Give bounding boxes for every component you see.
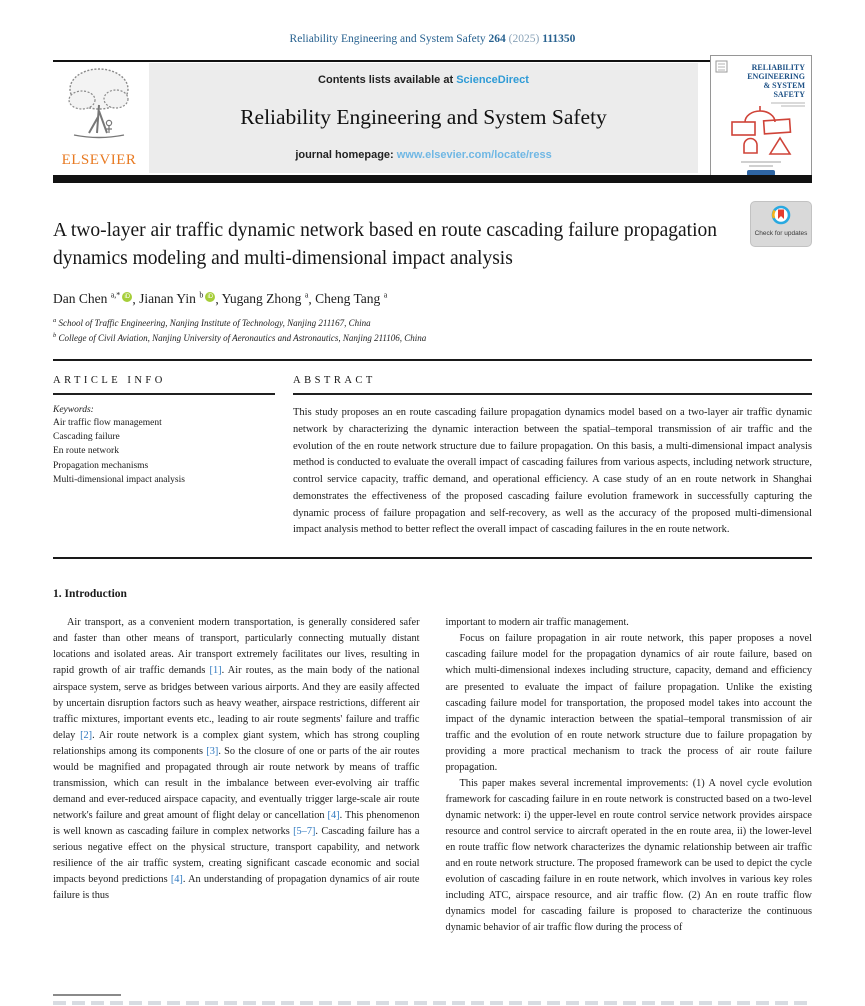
citation-link[interactable]: [4]	[327, 810, 340, 822]
running-head-volume: 264	[488, 33, 506, 45]
abstract-rule	[293, 393, 812, 395]
journal-title: Reliability Engineering and System Safety	[240, 105, 607, 129]
paragraph: important to modern air traffic management.	[445, 617, 629, 629]
running-head-year: (2025)	[508, 33, 540, 45]
paragraph: Air transport, as a convenient modern transportation, is generally considered safer and faster than other means of transport, particularly connecting mutually distant locations and isolated areas. Air transport extremely facilitates our lives, resulting in rapid growth of air traffic demands [1]. Air routes, as the main body of the national airspace system, serve as bridges between various airports. And they are easily affected by uncertain disruption factors such as heavy weather, airspace restrictions, different air traffic mixtures, important events etc., leading to air route segments' failure and traffic delay [2]. Air route network is a complex giant system, which has strong coupling relationships among its components [3]. So the closure of one or parts of the air routes would be magnified and propagated through air route network by means of traffic transmission, which can result in the imbalance between ever-evolving air traffic demand and ever-reduced airspace capacity, and eventually trigger large-scale air route network's failure and great amount of flight delay or cancellation [4]. This phenomenon is well known as cascading failure in complex networks [5–7]. Cascading failure has a serious negative effect on the physical structure, transport capability, and network resilience of the air traffic system, creating significant cascade economic and social impacts beyond predictions [4]. An understanding of propagation dynamics of air route failure is thus	[53, 617, 420, 902]
keyword-item: Multi-dimensional impact analysis	[53, 474, 185, 485]
elsevier-wordmark: ELSEVIER	[61, 152, 137, 168]
abstract-heading: ABSTRACT	[293, 374, 376, 386]
author[interactable]: Dan Chen $^{a,*}$ iD	[53, 291, 132, 306]
keyword-list	[53, 416, 275, 487]
orcid-icon[interactable]: iD	[205, 292, 215, 302]
paper-title: A two-layer air traffic dynamic network based en route cascading failure propagation dynamics modeling and multi-dimensional impact analysis	[53, 220, 717, 270]
cover-title-line: SAFETY	[773, 90, 805, 99]
paragraph: Focus on failure propagation in air route network, this paper proposes a novel cascading failure model for the propagation dynamics of air route failure, based on which multi-dimensional indexes including structure, capacity, demand and efficiency are presented to evaluate the impact of failure propagation. Unlike the existing cascading failure model for transportation, the proposed model takes into account the impact of the dynamic interaction between the spatial–temporal transmission of air traffic and the evolution of en route network structure due to failure propagation by providing a more practical mechanism to track the process of air route failure propagation.	[445, 633, 812, 773]
cover-title-line: & SYSTEM	[763, 81, 805, 90]
cover-title-line: ENGINEERING	[747, 72, 805, 81]
affiliation: $^b$ College of Civil Aviation, Nanjing University of Aeronautics and Astronautics, Nanjing 211106, China	[53, 331, 427, 343]
article-info-abstract-block	[53, 361, 812, 559]
banner-center	[149, 63, 698, 173]
keyword-item: Propagation mechanisms	[53, 460, 149, 471]
check-updates-badge[interactable]	[750, 201, 812, 247]
elsevier-logo[interactable]	[53, 63, 145, 173]
intro-right-column	[446, 615, 813, 936]
running-head	[53, 33, 812, 45]
citation-link[interactable]: [1]	[209, 665, 222, 677]
homepage-prefix: journal homepage:	[295, 149, 397, 161]
keyword-item: Cascading failure	[53, 432, 120, 443]
citation-link[interactable]: [4]	[170, 874, 183, 886]
elsevier-tree-icon	[62, 136, 136, 153]
keywords-label: Keywords:	[53, 404, 94, 415]
contents-prefix: Contents lists available at	[318, 74, 457, 86]
footnote-divider	[53, 994, 121, 996]
check-updates-icon	[771, 212, 791, 229]
citation-link[interactable]: [3]	[206, 745, 219, 757]
running-head-article-number: 111350	[542, 33, 576, 45]
banner-bottom-bar	[53, 175, 812, 183]
banner-top-rule	[53, 60, 812, 62]
author[interactable]: Yugang Zhong $^a$	[221, 290, 309, 307]
keyword-item: En route network	[53, 446, 119, 457]
article-info-heading: ARTICLE INFO	[53, 374, 166, 386]
homepage-line	[295, 149, 551, 161]
cover-artwork	[732, 106, 790, 154]
check-updates-label: Check for updates	[754, 230, 808, 237]
article-info-rule	[53, 393, 275, 395]
contents-line	[318, 74, 529, 86]
keyword-item: Air traffic flow management	[53, 417, 162, 428]
cover-title-line: RELIABILITY	[751, 63, 805, 72]
journal-cover[interactable]	[710, 55, 812, 182]
author-list: Dan Chen $^{a,*}$ iD , Jianan Yin $^b$ iD , Yugang Zhong $^a$, Cheng Tang $^a$	[53, 290, 388, 307]
affiliation-list	[53, 316, 812, 346]
abstract-text: This study proposes an en route cascading failure propagation dynamics model based on a two-layer air traffic dynamic network by characterizing the dynamic interaction between the spatial–temporal transmission of air traffic and the evolution of the en route network structure due to failure propagation. On this basis, a multi-dimensional impact analysis method is conducted to evaluate the overall impact of cascading failures from various aspects, including network structure, control service capacity, traffic demand, and operational efficiency. A case study of an en route network in Shanghai demonstrates the effectiveness of the proposed cascading failure evolution framework in successfully capturing the dynamic process of failure propagation and self-recovery, as well as the accuracy of the proposed multi-dimensional impact analysis method to better reflect the overall impact of cascading failures in the en route network.	[293, 406, 812, 536]
paragraph: This paper makes several incremental improvements: (1) A novel cycle evolution framework for cascading failure in en route network is constructed based on a two-level dynamic network: i) the upper-level en route control service network provides airspace resource and control service to aircraft operated in the en route area, ii) the lower-level en route traffic flow network characterizes the dynamic relationship between air traffic and en route network structure. The proposed framework can be used to depict the cycle evolution of cascading failure in en route network, which involves in various key roles including ATC, airspace resource, and air traffic flow. (2) An en route traffic flow dynamics model for cascading failure is proposed to characterize the continuous dynamic behavior of air traffic flow during the process of	[445, 777, 812, 934]
citation-link[interactable]: [2]	[80, 729, 93, 741]
sciencedirect-link[interactable]: ScienceDirect	[456, 74, 529, 86]
orcid-icon[interactable]: iD	[122, 292, 132, 302]
affiliation: $^a$ School of Traffic Engineering, Nanjing Institute of Technology, Nanjing 211167, China	[53, 317, 371, 329]
running-head-journal: Reliability Engineering and System Safety	[289, 33, 486, 45]
author[interactable]: Jianan Yin $^b$ iD	[139, 291, 215, 306]
section-heading-introduction: 1. Introduction	[53, 588, 127, 601]
footnote-clipped-text	[53, 1001, 810, 1005]
journal-banner	[53, 60, 812, 183]
homepage-link[interactable]: www.elsevier.com/locate/ress	[396, 149, 552, 161]
intro-left-column	[53, 615, 420, 936]
author[interactable]: Cheng Tang $^a$	[315, 290, 388, 307]
citation-link[interactable]: [5–7]	[293, 826, 316, 838]
